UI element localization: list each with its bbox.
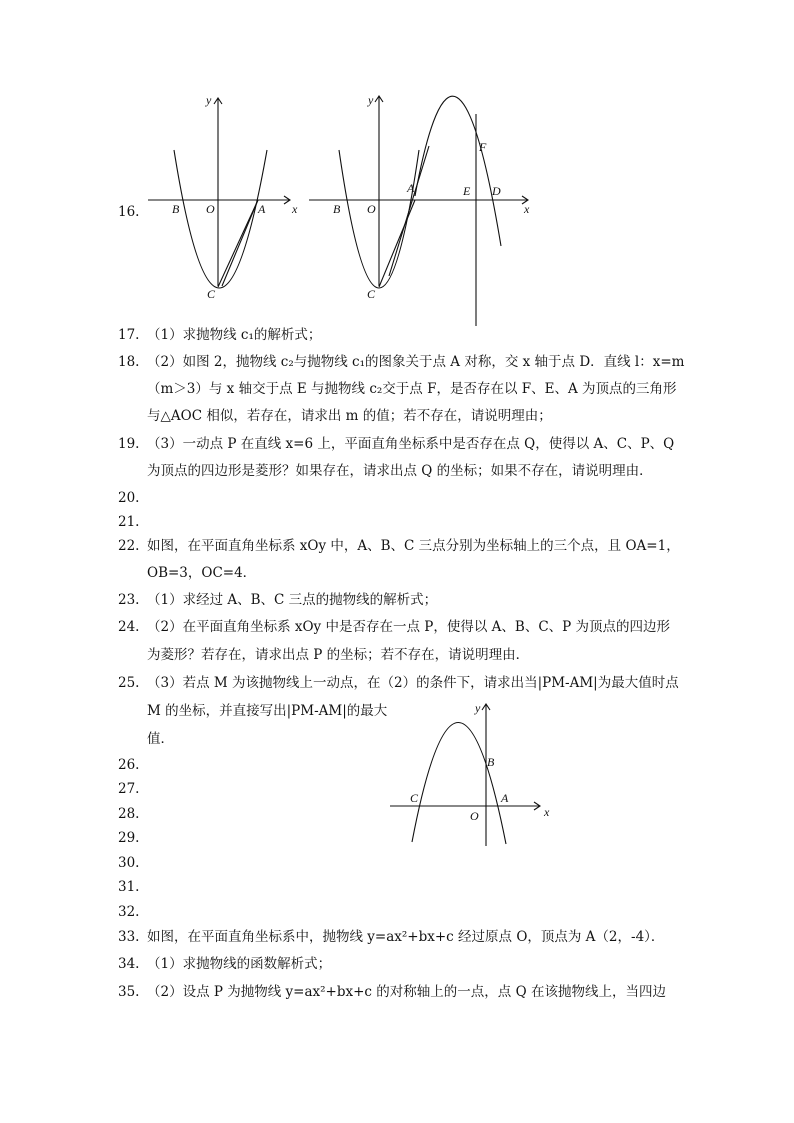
- line-number: 33.: [118, 929, 140, 945]
- line-text: （3）若点 M 为该抛物线上一动点，在（2）的条件下，请求出当|PM-AM|为最大值时点: [147, 675, 679, 691]
- segment-ac: [379, 200, 415, 287]
- label-a: A: [258, 202, 266, 216]
- line-number: 25.: [118, 675, 140, 691]
- line-number: 22.: [118, 538, 140, 554]
- line-text: （1）求抛物线的函数解析式；: [147, 956, 332, 972]
- line-number: 31.: [118, 879, 140, 895]
- line-text: 为顶点的四边形是菱形？如果存在，请求出点 Q 的坐标；如果不存在，请说明理由．: [147, 463, 653, 479]
- line-text: OB=3，OC=4．: [147, 565, 257, 581]
- line-number: 26.: [118, 757, 140, 773]
- line-number: 18.: [118, 354, 140, 370]
- parabola: [412, 722, 506, 844]
- label-b: B: [487, 755, 495, 769]
- tangent-line: [389, 146, 429, 276]
- line-number: 19.: [118, 436, 140, 452]
- line-number: 34.: [118, 956, 140, 972]
- line-number: 21.: [118, 514, 140, 530]
- label-y: y: [206, 93, 212, 107]
- line-text: （1）求经过 A、B、C 三点的抛物线的解析式；: [147, 592, 438, 608]
- line-text: M 的坐标，并直接写出|PM-AM|的最大: [147, 703, 388, 719]
- figure-2-two-parabolas: [305, 86, 540, 328]
- line-number: 28.: [118, 806, 140, 822]
- label-o: O: [367, 202, 376, 216]
- line-text: 值．: [147, 731, 174, 747]
- line-text: 如图，在平面直角坐标系中，抛物线 y=ax²+bx+c 经过原点 O，顶点为 A（2，-4）．: [147, 929, 665, 945]
- line-number: 32.: [118, 904, 140, 920]
- line-number: 29.: [118, 830, 140, 846]
- line-text: 为菱形？若存在，请求出点 P 的坐标；若不存在，请说明理由．: [147, 647, 530, 663]
- label-o: O: [470, 809, 479, 823]
- label-y: y: [475, 701, 481, 715]
- line-text: （2）在平面直角坐标系 xOy 中是否存在一点 P，使得以 A、B、C、P 为顶点的四边形: [147, 619, 671, 635]
- label-f: F: [479, 140, 487, 154]
- label-c: C: [367, 287, 376, 301]
- label-o: O: [206, 202, 215, 216]
- label-b: B: [333, 202, 341, 216]
- segment-ac-2: [222, 200, 258, 286]
- figure-3-downward-parabola: [388, 700, 558, 848]
- label-c: C: [410, 791, 419, 805]
- line-number: 23.: [118, 592, 140, 608]
- label-c: C: [207, 287, 216, 301]
- line-number: 17.: [118, 327, 140, 343]
- parabola-c2: [415, 96, 501, 246]
- label-x: x: [292, 202, 298, 216]
- line-text: （1）求抛物线 c₁的解析式；: [147, 327, 322, 343]
- label-e: E: [463, 184, 471, 198]
- label-x: x: [524, 202, 530, 216]
- label-d: D: [492, 184, 501, 198]
- figure-1-parabola: [140, 86, 310, 308]
- line-number: 16.: [118, 204, 140, 220]
- line-text: 如图，在平面直角坐标系 xOy 中，A、B、C 三点分别为坐标轴上的三个点，且 OA=1，: [147, 538, 680, 554]
- line-text: （3）一动点 P 在直线 x=6 上，平面直角坐标系中是否存在点 Q，使得以 A、C、P、Q: [147, 436, 675, 452]
- label-x: x: [544, 805, 550, 819]
- line-text: （2）如图 2，抛物线 c₂与抛物线 c₁的图象关于点 A 对称，交 x 轴于点 D．直线 l：x=m: [147, 354, 685, 370]
- label-y: y: [368, 93, 374, 107]
- label-a: A: [501, 791, 509, 805]
- line-text: （m＞3）与 x 轴交于点 E 与抛物线 c₂交于点 F，是否存在以 F、E、A 为顶点的三角形: [147, 381, 677, 397]
- line-text: （2）设点 P 为抛物线 y=ax²+bx+c 的对称轴上的一点，点 Q 在该抛物线上，当四边: [147, 984, 666, 1000]
- line-number: 30.: [118, 855, 140, 871]
- line-number: 20.: [118, 490, 140, 506]
- line-number: 27.: [118, 781, 140, 797]
- label-a: A: [407, 181, 415, 195]
- label-b: B: [172, 202, 180, 216]
- line-number: 24.: [118, 619, 140, 635]
- line-number: 35.: [118, 984, 140, 1000]
- line-text: 与△AOC 相似，若存在，请求出 m 的值；若不存在，请说明理由；: [147, 408, 552, 424]
- parabola-c1: [174, 150, 267, 288]
